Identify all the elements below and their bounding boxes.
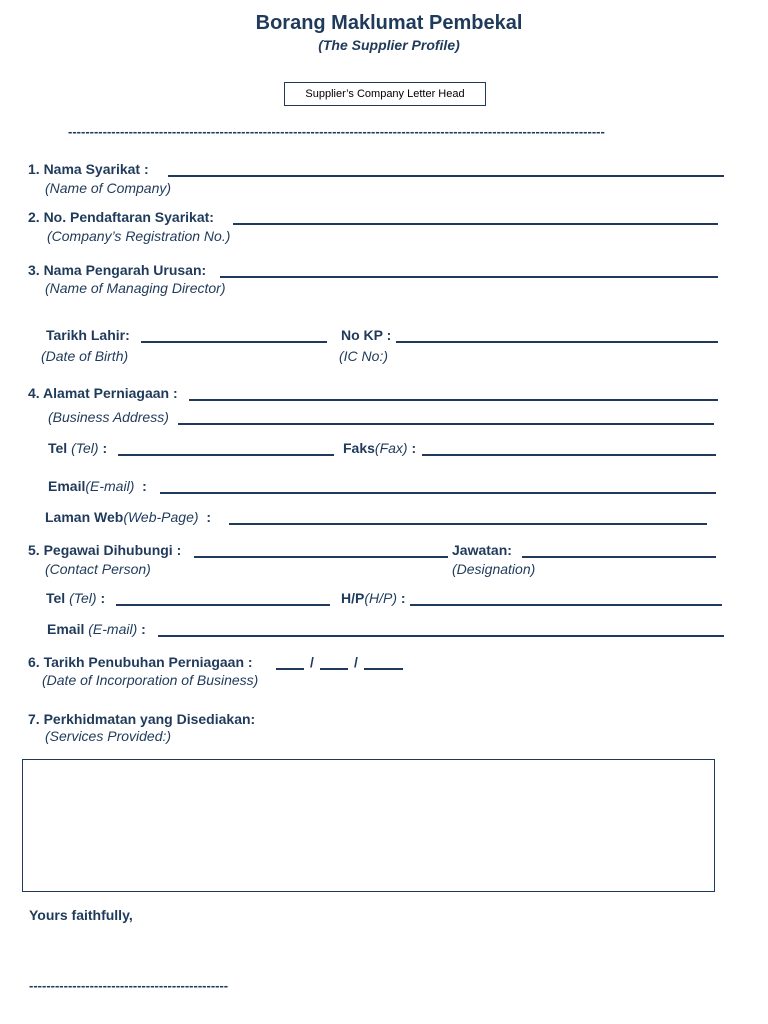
incorporation-month-field[interactable] bbox=[320, 668, 348, 670]
contact-label: 5. Pegawai Dihubungi : bbox=[28, 542, 182, 558]
services-textarea[interactable] bbox=[22, 759, 715, 892]
form-subtitle: (The Supplier Profile) bbox=[318, 37, 460, 53]
designation-english: (Designation) bbox=[452, 561, 536, 577]
webpage-label: Laman Web bbox=[45, 509, 124, 525]
header-separator: ---------------------------------------------------------------------------------------------------------------------------- bbox=[68, 124, 605, 139]
incorporation-english: (Date of Incorporation of Business) bbox=[42, 672, 259, 688]
fax-label: Faks bbox=[343, 440, 375, 456]
contact-email-colon: : bbox=[141, 621, 146, 637]
closing-text: Yours faithfully, bbox=[29, 907, 133, 923]
contact-tel-field[interactable] bbox=[116, 604, 330, 606]
contact-email-english: (E-mail) bbox=[88, 621, 138, 637]
company-name-field[interactable] bbox=[168, 175, 724, 177]
hp-label: H/P bbox=[341, 590, 365, 606]
fax-row bbox=[343, 440, 416, 456]
incorporation-day-field[interactable] bbox=[276, 668, 304, 670]
contact-email-field[interactable] bbox=[158, 635, 724, 637]
webpage-field[interactable] bbox=[229, 523, 707, 525]
contact-tel-english: (Tel) bbox=[69, 590, 97, 606]
fax-field[interactable] bbox=[422, 454, 716, 456]
contact-email-row bbox=[47, 621, 146, 637]
webpage-row bbox=[45, 509, 211, 525]
contact-english: (Contact Person) bbox=[45, 561, 151, 577]
director-field[interactable] bbox=[220, 276, 718, 278]
webpage-english: (Web-Page) bbox=[123, 509, 199, 525]
fax-english: (Fax) bbox=[374, 440, 408, 456]
incorporation-sep-2: / bbox=[354, 654, 358, 670]
address-english: (Business Address) bbox=[48, 409, 169, 425]
director-english: (Name of Managing Director) bbox=[45, 280, 226, 296]
address-field-1[interactable] bbox=[189, 399, 718, 401]
contact-tel-label: Tel bbox=[46, 590, 66, 606]
dob-label: Tarikh Lahir: bbox=[46, 327, 130, 343]
director-label: 3. Nama Pengarah Urusan: bbox=[28, 262, 207, 278]
services-label: 7. Perkhidmatan yang Disediakan: bbox=[28, 711, 256, 727]
tel-row bbox=[48, 440, 107, 456]
contact-field[interactable] bbox=[194, 556, 448, 558]
hp-row bbox=[341, 590, 406, 606]
address-field-2[interactable] bbox=[178, 423, 714, 425]
contact-email-label: Email bbox=[47, 621, 85, 637]
registration-english: (Company’s Registration No.) bbox=[47, 228, 231, 244]
incorporation-label: 6. Tarikh Penubuhan Perniagaan : bbox=[28, 654, 253, 670]
tel-field[interactable] bbox=[118, 454, 334, 456]
company-name-english: (Name of Company) bbox=[45, 180, 172, 196]
hp-colon: : bbox=[400, 590, 406, 606]
address-label: 4. Alamat Perniagaan : bbox=[28, 385, 178, 401]
tel-english: (Tel) bbox=[71, 440, 99, 456]
contact-tel-colon: : bbox=[100, 590, 106, 606]
email-row bbox=[48, 478, 147, 494]
ic-label: No KP : bbox=[341, 327, 392, 343]
registration-label: 2. No. Pendaftaran Syarikat: bbox=[28, 209, 214, 225]
letterhead-box: Supplier’s Company Letter Head bbox=[284, 82, 486, 106]
signature-line: ---------------------------------------------- bbox=[29, 978, 229, 993]
hp-field[interactable] bbox=[410, 604, 722, 606]
incorporation-sep-1: / bbox=[310, 654, 314, 670]
email-colon: : bbox=[142, 478, 147, 494]
hp-english: (H/P) bbox=[364, 590, 398, 606]
ic-english: (IC No:) bbox=[339, 348, 388, 364]
email-english: (E-mail) bbox=[85, 478, 135, 494]
dob-english: (Date of Birth) bbox=[41, 348, 129, 364]
email-label: Email bbox=[48, 478, 86, 494]
email-field[interactable] bbox=[160, 492, 716, 494]
designation-label: Jawatan: bbox=[452, 542, 512, 558]
company-name-label: 1. Nama Syarikat : bbox=[28, 161, 149, 177]
dob-field[interactable] bbox=[141, 341, 327, 343]
designation-field[interactable] bbox=[522, 556, 716, 558]
webpage-colon: : bbox=[206, 509, 211, 525]
registration-field[interactable] bbox=[233, 223, 718, 225]
services-english: (Services Provided:) bbox=[45, 728, 172, 744]
tel-colon: : bbox=[102, 440, 108, 456]
ic-field[interactable] bbox=[396, 341, 718, 343]
fax-colon: : bbox=[411, 440, 417, 456]
contact-tel-row bbox=[46, 590, 105, 606]
tel-label: Tel bbox=[48, 440, 68, 456]
form-title: Borang Maklumat Pembekal bbox=[255, 12, 523, 34]
incorporation-year-field[interactable] bbox=[364, 668, 403, 670]
